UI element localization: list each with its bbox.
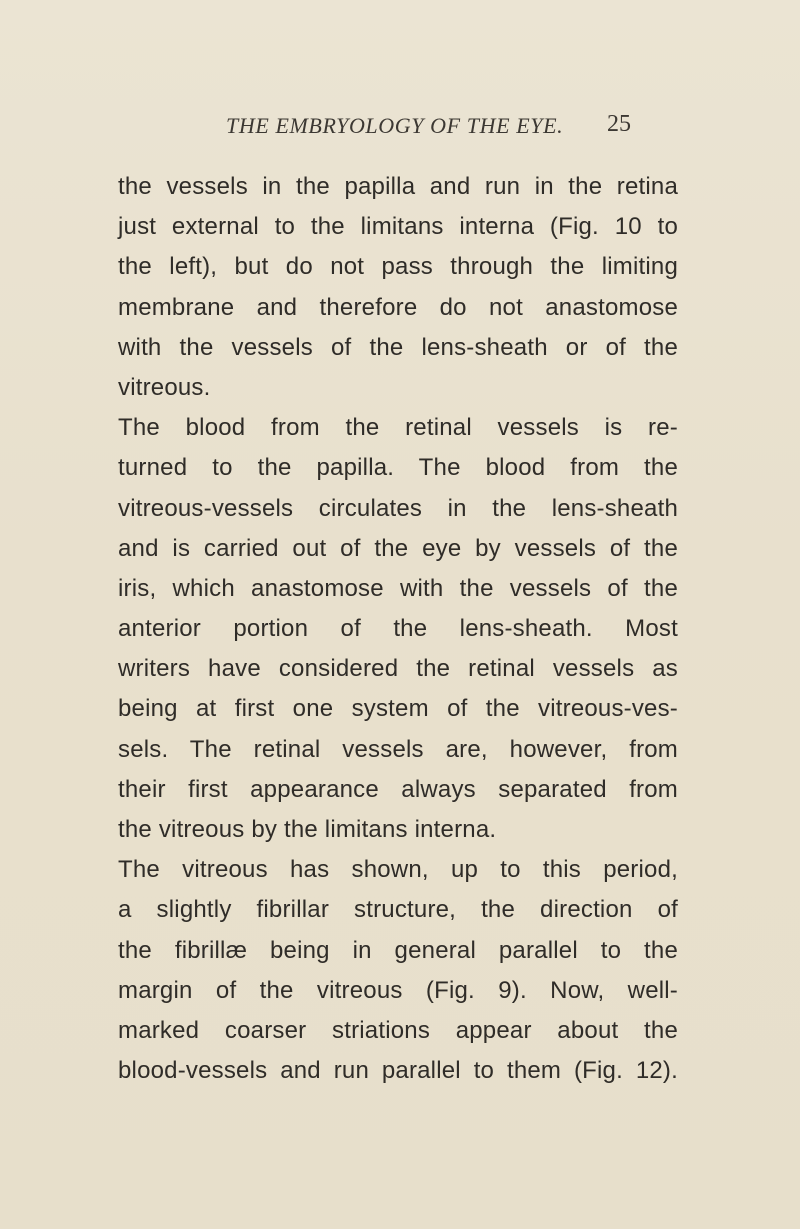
paragraph-start-line: The blood from the retinal vessels is re-	[118, 414, 678, 442]
text-line: margin of the vitreous (Fig. 9). Now, well-	[118, 976, 678, 1004]
text-line: just external to the limitans interna (Fig. 10 to	[118, 213, 678, 241]
text-line: the left), but do not pass through the limiting	[118, 253, 678, 281]
paragraph-start-line: The vitreous has shown, up to this period,	[118, 856, 678, 884]
text-line: writers have considered the retinal vessels as	[118, 655, 678, 683]
text-line: the vitreous by the limitans interna.	[118, 816, 497, 843]
text-line: their first appearance always separated from	[118, 775, 678, 803]
text-line: iris, which anastomose with the vessels of the	[118, 574, 678, 602]
text-line: vitreous-vessels circulates in the lens-sheath	[118, 494, 678, 522]
text-line: a slightly fibrillar structure, the direction of	[118, 896, 678, 924]
text-line: the fibrillæ being in general parallel to the	[118, 936, 678, 964]
text-line: turned to the papilla. The blood from the	[118, 454, 678, 482]
text-line: with the vessels of the lens-sheath or of the	[118, 333, 678, 361]
page-number: 25	[607, 111, 631, 137]
running-title: THE EMBRYOLOGY OF THE EYE.	[226, 113, 564, 138]
text-line: being at first one system of the vitreous-ves-	[118, 695, 678, 723]
text-line: blood-vessels and run parallel to them (Fig. 12).	[118, 1057, 678, 1085]
text-line: sels. The retinal vessels are, however, from	[118, 735, 678, 763]
body-text	[118, 167, 678, 1091]
text-line: membrane and therefore do not anastomose	[118, 293, 678, 321]
text-line: vitreous.	[118, 373, 211, 401]
text-line: the vessels in the papilla and run in the retina	[118, 173, 678, 200]
text-line: and is carried out of the eye by vessels of the	[118, 534, 678, 562]
text-line: anterior portion of the lens-sheath. Most	[118, 615, 678, 643]
page-header	[0, 113, 800, 153]
text-line: marked coarser striations appear about the	[118, 1016, 678, 1044]
